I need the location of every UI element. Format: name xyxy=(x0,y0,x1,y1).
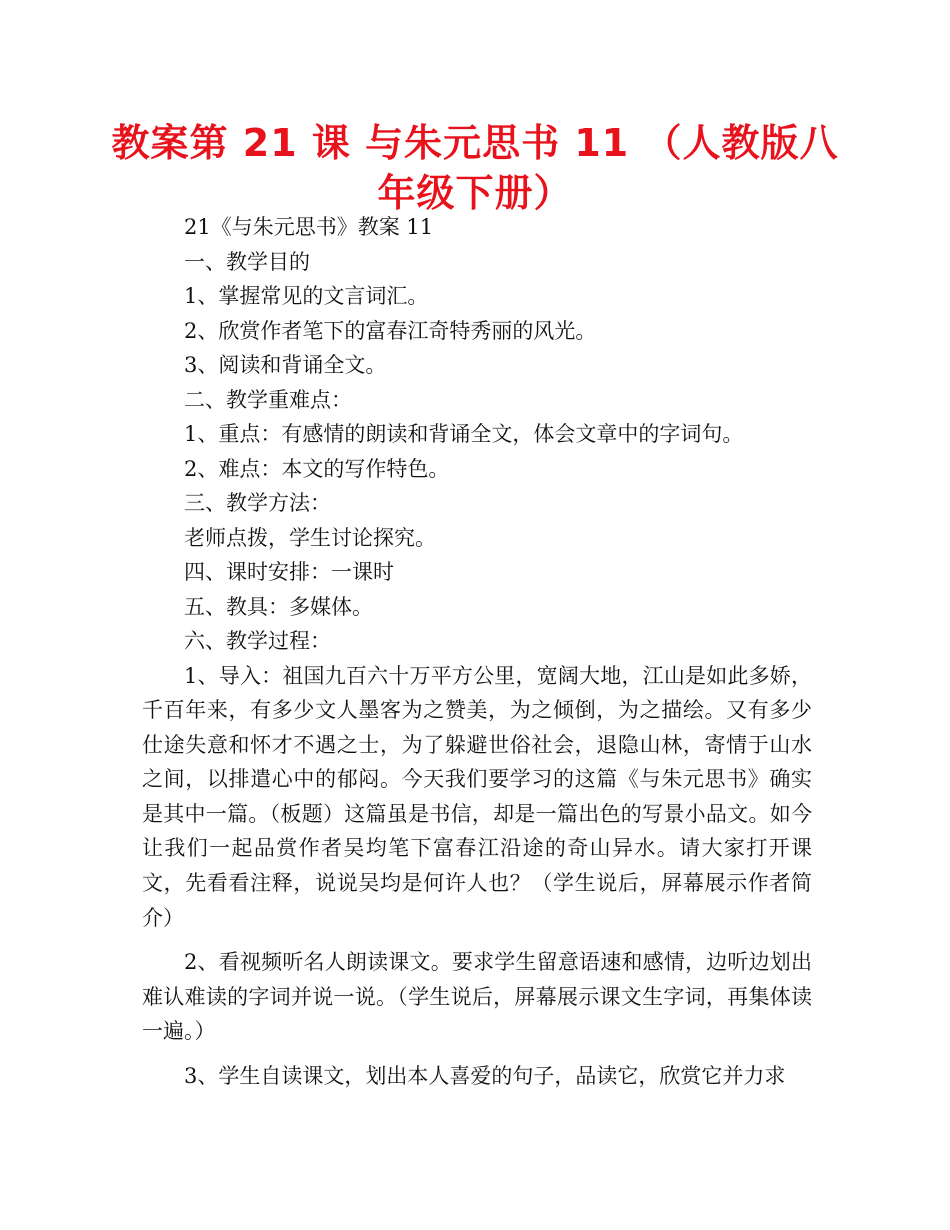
paragraph-gap xyxy=(142,935,812,945)
text-line: 1、重点：有感情的朗读和背诵全文，体会文章中的字词句。 xyxy=(184,422,744,446)
section-heading: 四、课时安排：一课时 xyxy=(184,560,394,584)
section-heading: 三、教学方法： xyxy=(184,491,331,515)
paragraph: 1、导入：祖国九百六十万平方公里，宽阔大地，江山是如此多娇，千百年来，有多少文人墨客为之赞美，为之倾倒，为之描绘。又有多少仕途失意和怀才不遇之士，为了躲避世俗社会，退隐山林，寄情于山水之间，以排遣心中的郁闷。今天我们要学习的这篇《与朱元思书》确实是其中一篇。（板题）这篇虽是书信，却是一篇出色的写景小品文。如今让我们一起品赏作者吴均笔下富春江沿途的奇山异水。请大家打开课文，先看看注释，说说吴均是何许人也？（学生说后，屏幕展示作者简介） xyxy=(142,663,812,930)
document-body xyxy=(142,210,812,1094)
section-heading: 一、教学目的 xyxy=(184,249,310,274)
paragraph-gap xyxy=(142,1049,812,1059)
text-line: 21《与朱元思书》教案 11 xyxy=(184,215,434,239)
text-line: 2、难点：本文的写作特色。 xyxy=(184,456,450,481)
section-heading: 六、教学过程： xyxy=(184,629,331,653)
paragraph: 3、学生自读课文，划出本人喜爱的句子，品读它，欣赏它并力求 xyxy=(184,1064,786,1089)
text-line: 2、欣赏作者笔下的富春江奇特秀丽的风光。 xyxy=(184,318,597,343)
paragraph: 2、看视频听名人朗读课文。要求学生留意语速和感情，边听边划出难认难读的字词并说一说。（学生说后，屏幕展示课文生字词，再集体读一遍。） xyxy=(142,950,812,1044)
text-line: 老师点拨，学生讨论探究。 xyxy=(184,525,436,550)
document-title: 教案第 21 课 与朱元思书 11 （人教版八年级下册） xyxy=(111,121,839,215)
section-heading: 二、教学重难点： xyxy=(184,387,352,412)
text-line: 1、掌握常见的文言词汇。 xyxy=(184,284,429,308)
section-heading: 五、教具：多媒体。 xyxy=(184,594,373,619)
text-line: 3、阅读和背诵全文。 xyxy=(184,353,387,377)
